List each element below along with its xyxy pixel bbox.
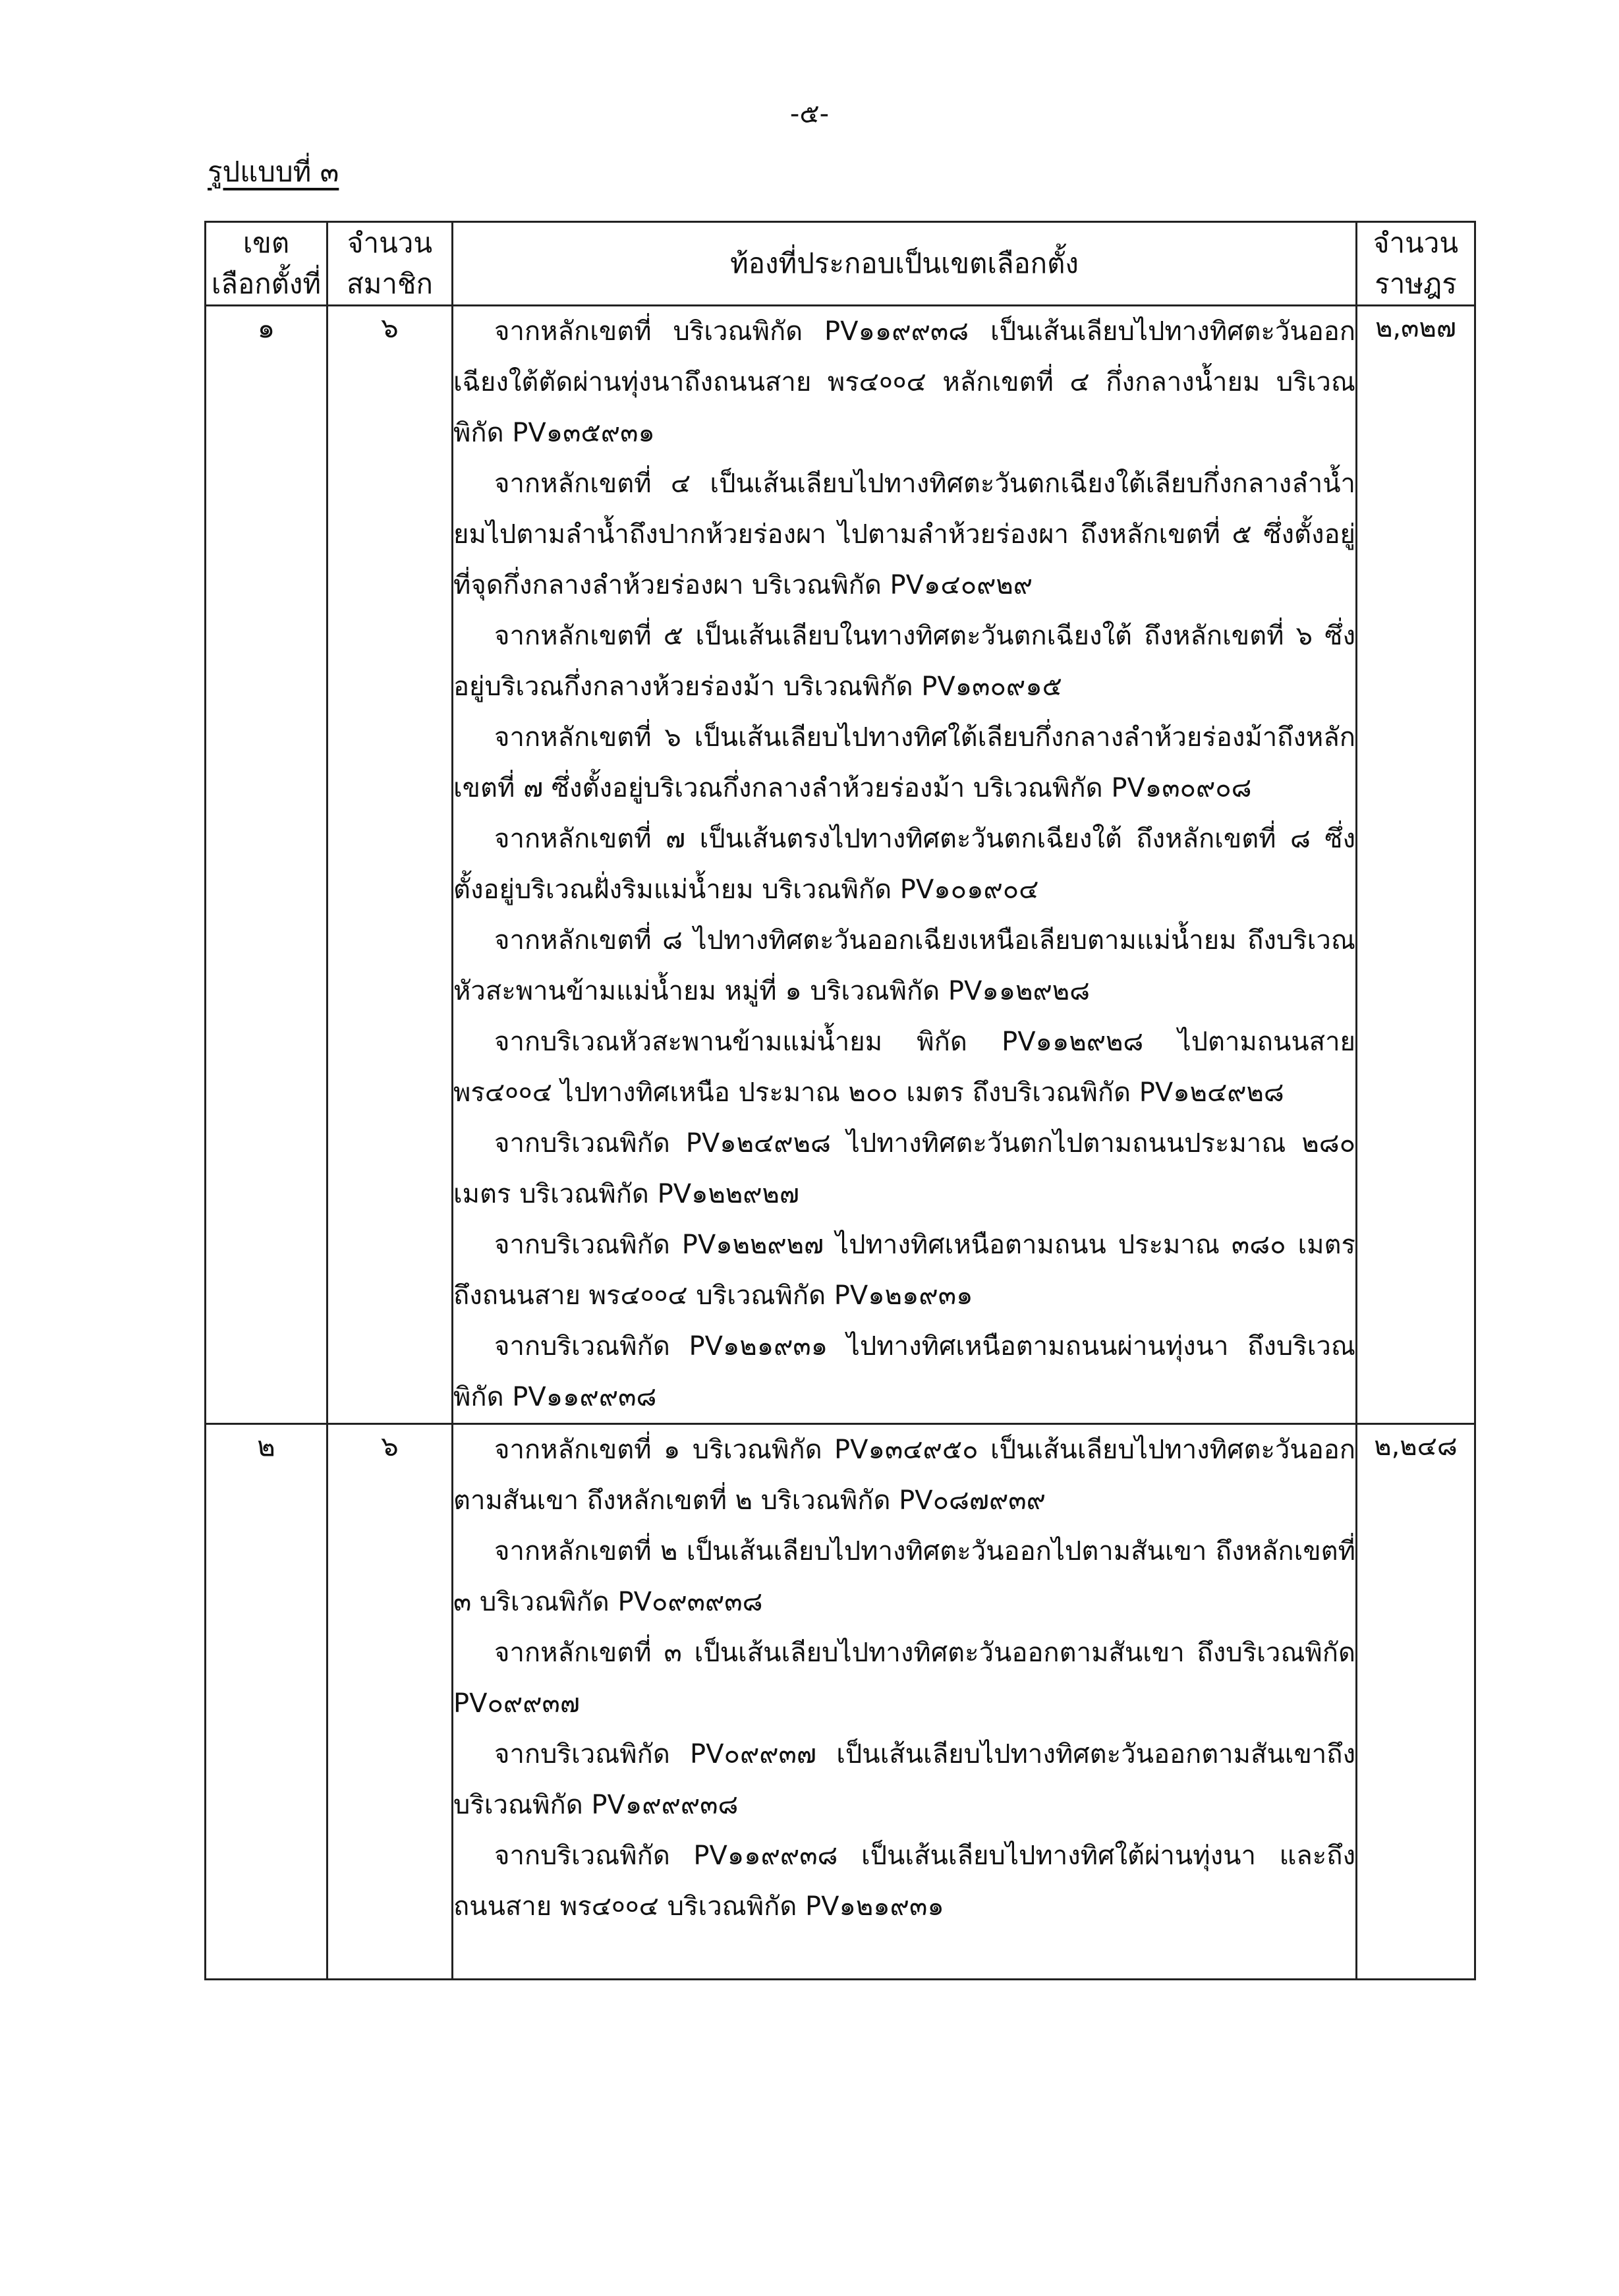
header-population-line2: ราษฎร [1375, 268, 1457, 300]
zone-number: ๑ [206, 306, 327, 1424]
header-area: ท้องที่ประกอบเป็นเขตเลือกตั้ง [453, 222, 1357, 306]
header-zone [206, 222, 327, 306]
table-row [206, 306, 1475, 1424]
header-members-line1: จำนวน [347, 227, 433, 259]
population-count: ๒,๒๔๘ [1357, 1424, 1475, 1980]
boundary-paragraph: จากหลักเขตที่ ๔ เป็นเส้นเลียบไปทางทิศตะวันตกเฉียงใต้เลียบกึ่งกลางลำน้ำยมไปตามลำน้ำถึงปากห้วยร่องผา ไปตามลำห้วยร่องผา ถึงหลักเขตที่ ๕ ซึ่งตั้งอยู่ที่จุดกึ่งกลางลำห้วยร่องผา บริเวณพิกัด PV๑๔๐๙๒๙ [453, 469, 1355, 600]
electoral-district-table [204, 221, 1476, 1980]
boundary-paragraph: จากหลักเขตที่ ๗ เป็นเส้นตรงไปทางทิศตะวันตกเฉียงใต้ ถึงหลักเขตที่ ๘ ซึ่งตั้งอยู่บริเวณฝั่งริมแม่น้ำยม บริเวณพิกัด PV๑๐๑๙๐๔ [453, 824, 1355, 905]
boundary-paragraph: จากหลักเขตที่ ๓ เป็นเส้นเลียบไปทางทิศตะวันออกตามสันเขา ถึงบริเวณพิกัด PV๐๙๙๓๗ [453, 1638, 1355, 1719]
zone-number: ๒ [206, 1424, 327, 1980]
boundary-paragraph: จากบริเวณพิกัด PV๑๒๔๙๒๘ ไปทางทิศตะวันตกไปตามถนนประมาณ ๒๘๐ เมตร บริเวณพิกัด PV๑๒๒๙๒๗ [453, 1128, 1355, 1209]
population-count: ๒,๓๒๗ [1357, 306, 1475, 1424]
boundary-paragraph: จากหลักเขตที่ ๖ เป็นเส้นเลียบไปทางทิศใต้เลียบกึ่งกลางลำห้วยร่องม้าถึงหลักเขตที่ ๗ ซึ่งตั้งอยู่บริเวณกึ่งกลางลำห้วยร่องม้า บริเวณพิกัด PV๑๓๐๙๐๘ [453, 722, 1355, 803]
boundary-paragraph: จากหลักเขตที่ ๘ ไปทางทิศตะวันออกเฉียงเหนือเลียบตามแม่น้ำยม ถึงบริเวณหัวสะพานข้ามแม่น้ำยม หมู่ที่ ๑ บริเวณพิกัด PV๑๑๒๙๒๘ [453, 925, 1355, 1006]
boundary-paragraph: จากบริเวณพิกัด PV๑๒๒๙๒๗ ไปทางทิศเหนือตามถนน ประมาณ ๓๘๐ เมตร ถึงถนนสาย พร๔००๔ บริเวณพิกัด PV๑๒๑๙๓๑ [453, 1230, 1355, 1311]
boundary-paragraph: จากหลักเขตที่ บริเวณพิกัด PV๑๑๙๙๓๘ เป็นเส้นเลียบไปทางทิศตะวันออกเฉียงใต้ตัดผ่านทุ่งนาถึงถนนสาย พร๔००๔ หลักเขตที่ ๔ กึ่งกลางน้ำยม บริเวณพิกัด PV๑๓๕๙๓๑ [453, 316, 1355, 448]
boundary-paragraph: จากหลักเขตที่ ๕ เป็นเส้นเลียบในทางทิศตะวันตกเฉียงใต้ ถึงหลักเขตที่ ๖ ซึ่งอยู่บริเวณกึ่งกลางห้วยร่องม้า บริเวณพิกัด PV๑๓๐๙๑๕ [453, 621, 1355, 702]
boundary-paragraph: จากหลักเขตที่ ๑ บริเวณพิกัด PV๑๓๔๙๕๐ เป็นเส้นเลียบไปทางทิศตะวันออกตามสันเขา ถึงหลักเขตที่ ๒ บริเวณพิกัด PV๐๘๗๙๓๙ [453, 1435, 1355, 1516]
header-population [1357, 222, 1475, 306]
boundary-paragraph: จากหลักเขตที่ ๒ เป็นเส้นเลียบไปทางทิศตะวันออกไปตามสันเขา ถึงหลักเขตที่ ๓ บริเวณพิกัด PV๐๙๓๙๓๘ [453, 1536, 1355, 1617]
header-zone-line1: เขต [242, 227, 290, 259]
area-description [453, 1424, 1357, 1980]
member-count: ๖ [327, 1424, 453, 1980]
table-header-row [206, 222, 1475, 306]
boundary-paragraph: จากบริเวณพิกัด PV๑๑๙๙๓๘ เป็นเส้นเลียบไปทางทิศใต้ผ่านทุ่งนา และถึงถนนสาย พร๔००๔ บริเวณพิกัด PV๑๒๑๙๓๑ [453, 1841, 1355, 1922]
boundary-paragraph: จากบริเวณพิกัด PV๐๙๙๓๗ เป็นเส้นเลียบไปทางทิศตะวันออกตามสันเขาถึงบริเวณพิกัด PV๑๙๙๙๓๘ [453, 1739, 1355, 1820]
header-members-line2: สมาชิก [347, 268, 433, 300]
header-members [327, 222, 453, 306]
header-population-line1: จำนวน [1373, 227, 1459, 259]
boundary-paragraph: จากบริเวณพิกัด PV๑๒๑๙๓๑ ไปทางทิศเหนือตามถนนผ่านทุ่งนา ถึงบริเวณพิกัด PV๑๑๙๙๓๘ [453, 1331, 1355, 1412]
boundary-paragraph: จากบริเวณหัวสะพานข้ามแม่น้ำยม พิกัด PV๑๑๒๙๒๘ ไปตามถนนสาย พร๔००๔ ไปทางทิศเหนือ ประมาณ ๒๐๐ เมตร ถึงบริเวณพิกัด PV๑๒๔๙๒๘ [453, 1027, 1355, 1108]
area-description [453, 306, 1357, 1424]
table-row [206, 1424, 1475, 1980]
page-number: -๕- [789, 99, 830, 129]
format-title: รูปแบบที่ ๓ [208, 156, 339, 188]
header-zone-line2: เลือกตั้งที่ [211, 268, 322, 300]
member-count: ๖ [327, 306, 453, 1424]
